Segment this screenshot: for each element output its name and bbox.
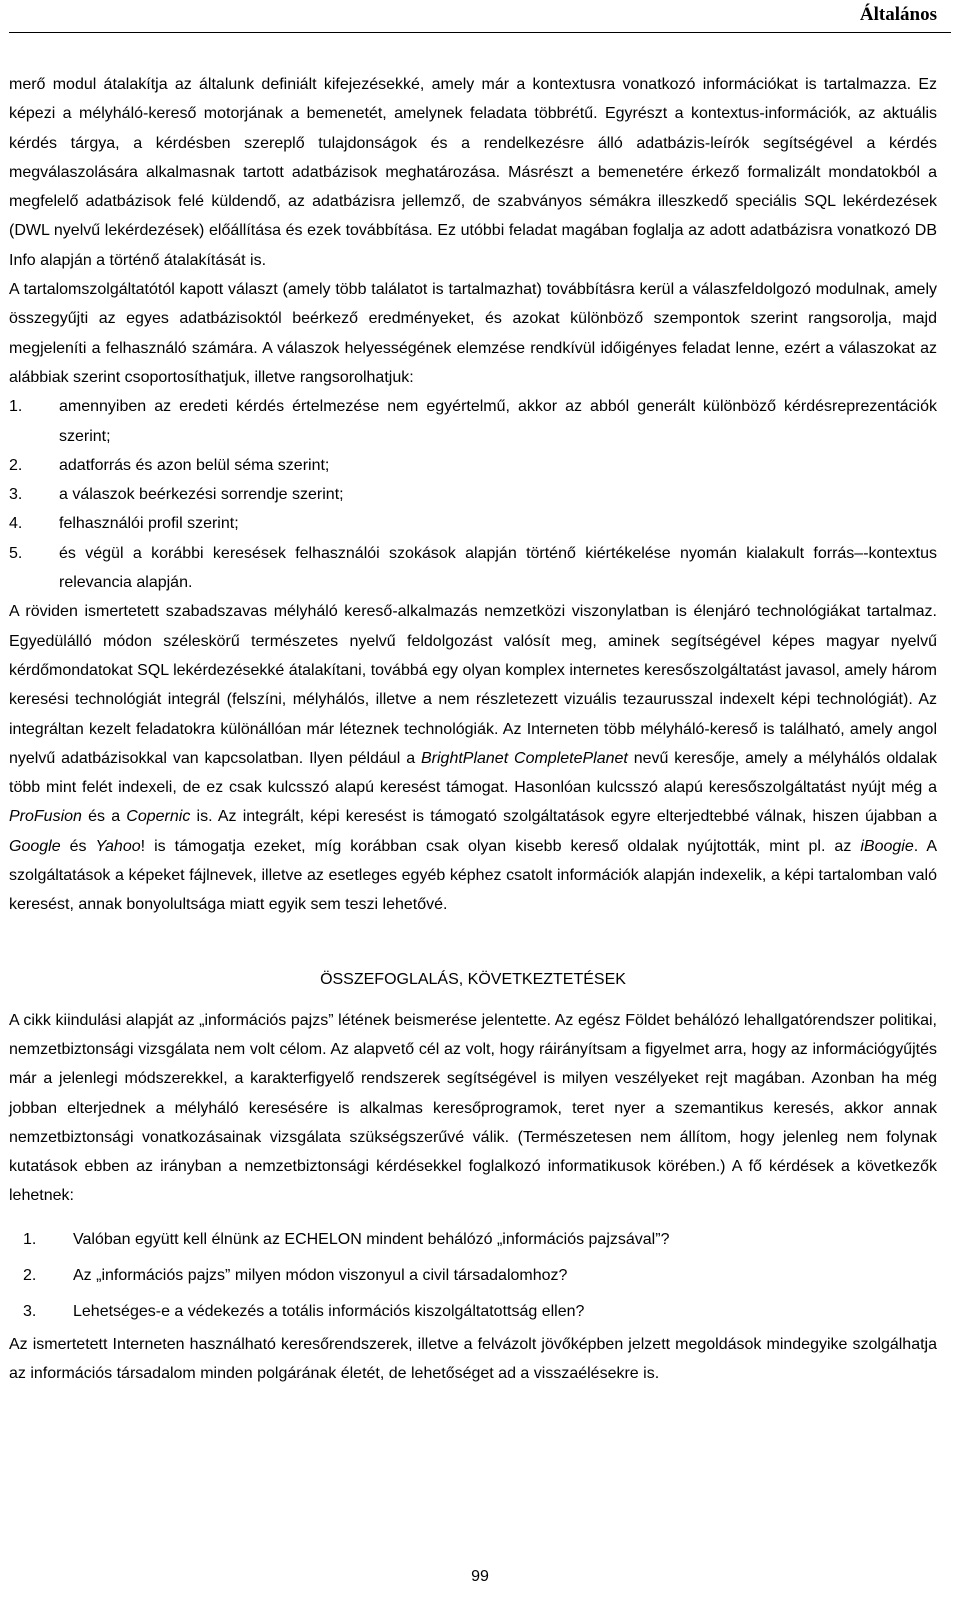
ranking-criteria-list — [9, 392, 937, 597]
key-questions-list — [9, 1222, 937, 1330]
page-body — [9, 70, 937, 1388]
paragraph-summary: A cikk kiindulási alapját az „információs pajzs” létének beismerése jelentette. Az egész Földet behálózó lehallgatórendszer politikai, nemzetbiztonsági vizsgálata nem volt célom. Az alapvető cél az volt, hogy ráirányítsam a figyelmet arra, hogy az információgyűjtés már a jelenlegi módszerekkel, a karakterfigyelő rendszerek segítségével is milyen veszélyeket rejt magában. Azonban ha még jobban elterjednek a mélyháló keresésére is alkalmas keresőprogramok, teret nyer a szemantikus keresés, akkor annak nemzetbiztonsági vonatkozásainak vizsgálata szükségszerűvé válik. (Természetesen nem állítom, hogy jelenleg nem folynak kutatások ebben az irányban a nemzetbiztonsági kérdésekkel foglalkozó informatikusok körében.) A fő kérdések a következők lehetnek: — [9, 1011, 937, 1205]
page-number: 99 — [471, 1568, 489, 1585]
list-item-number: 2. — [23, 1266, 37, 1284]
section-heading: ÖSSZEFOGLALÁS, KÖVETKEZTETÉSEK — [320, 970, 626, 988]
text-run: ! is támogatja ezeket, míg korábban csak olyan kisebb kereső oldalak nyújtották, mint pl. az — [140, 837, 861, 855]
list-item-number: 1. — [23, 1230, 37, 1248]
text-run: nevű keresője, amely a mélyhálós oldalak több mint felét indexeli, de ez csak kulcsszó alapú keresést támogat. Hasonlóan kulcsszó alapú keresőszolgáltatást nyújt még a — [9, 749, 937, 797]
product-name-profusion: ProFusion — [9, 808, 82, 826]
text-run: és a — [81, 808, 127, 826]
list-item — [9, 392, 937, 451]
list-item-text: Az „információs pajzs” milyen módon viszonyul a civil társadalomhoz? — [73, 1266, 568, 1284]
list-item-text: a válaszok beérkezési sorrendje szerint; — [59, 486, 344, 504]
list-item — [9, 1294, 937, 1330]
list-item-number: 4. — [9, 515, 23, 533]
text-run: . A szolgáltatások a képeket fájlnevek, illetve az esetleges egyéb képhez csatolt információk alapján indexelik, a képi tartalomban való keresést, annak bonyolultsága miatt egyik sem teszi lehetővé. — [9, 837, 937, 914]
list-item-text: felhasználói profil szerint; — [59, 515, 239, 533]
list-item — [9, 539, 937, 598]
product-name-brightplanet: BrightPlanet CompletePlanet — [420, 749, 628, 767]
paragraph-conclusion: Az ismertetett Interneten használható keresőrendszerek, illetve a felvázolt jövőképben jelzett megoldások mindegyike szolgálhatja az információs társadalom minden polgárának életét, de lehetőséget ad a visszaélésekre is. — [9, 1335, 937, 1382]
list-item-number: 1. — [9, 398, 23, 416]
product-name-google: Google — [9, 837, 61, 855]
list-item-number: 3. — [23, 1302, 37, 1320]
list-item — [9, 509, 937, 538]
list-item — [9, 1222, 937, 1258]
list-item-text: és végül a korábbi keresések felhasználói szokások alapján történő kiértékelése nyomán kialakult forrás–-kontextus relevancia alapján. — [59, 544, 937, 592]
list-item-text: adatforrás és azon belül séma szerint; — [59, 456, 330, 474]
text-run: is. Az integrált, képi keresést is támogató szolgáltatások egyre elterjedtebbé válnak, hiszen újabban a — [190, 808, 937, 826]
paragraph-technologies — [9, 597, 937, 919]
running-header-title: Általános — [859, 4, 937, 25]
text-run: és — [60, 837, 96, 855]
list-item-number: 5. — [9, 544, 23, 562]
list-item — [9, 480, 937, 509]
list-item — [9, 451, 937, 480]
list-item-text: Valóban együtt kell élnünk az ECHELON mindent behálózó „információs pajzsával”? — [73, 1230, 670, 1248]
paragraph-intro: merő modul átalakítja az általunk definiált kifejezésekké, amely már a kontextusra vonatkozó információkat is tartalmazza. Ez képezi a mélyháló-kereső motorjának a bemenetét, amelynek feladata többrétű. Egyrészt a kontextus-információk, az aktuális kérdés tárgya, a kérdésben szereplő tulajdonságok és a rendelkezésre álló adatbázis-leírók segítségével a kérdés megválaszolására alkalmasnak tartott adatbázisok meghatározása. Másrészt a bemenetére érkező formalizált mondatokból a megfelelő adatbázisok felé küldendő, az adatbázisra jellemző, de szabványos sémákra illeszkedő speciális SQL lekérdezések (DWL nyelvű lekérdezések) előállítása és ezek továbbítása. Ez utóbbi feladat magában foglalja az adott adatbázisra vonatkozó DB Info alapján a történő átalakítását is. — [9, 76, 937, 269]
text-run: A röviden ismertetett szabadszavas mélyháló kereső-alkalmazás nemzetközi viszonylatban is élenjáró technológiákat tartalmaz. Egyedülálló módon széleskörű természetes nyelvű feldolgozást valósít meg, aminek segítségével képes magyar nyelvű kérdőmondatokat SQL lekérdezésekké átalakítani, továbbá egy olyan komplex internetes keresőszolgáltatást javasol, amely három keresési technológiát integrál (felszíni, mélyhálós, illetve a nem részletezett vizuális tezaurusszal indexelt képi technológiát). Az integráltan kezelt feladatokra különállóan már léteznek technológiák. Az Interneten több mélyháló-kereső is található, amely angol nyelvű adatbázisokkal van kapcsolatban. Ilyen például a — [9, 603, 937, 767]
list-item-text: Lehetséges-e a védekezés a totális információs kiszolgáltatottság ellen? — [73, 1302, 585, 1320]
list-item — [9, 1258, 937, 1294]
list-item-number: 2. — [9, 456, 23, 474]
paragraph-response-processing: A tartalomszolgáltatótól kapott választ (amely több találatot is tartalmazhat) továbbításra kerül a válaszfeldolgozó modulnak, amely összegyűjti az egyes adatbázisoktól beérkező eredményeket, és azokat különböző szempontok szerint rangsorolja, majd megjeleníti a felhasználó számára. A válaszok helyességének elemzése rendkívül időigényes feladat lenne, ezért a válaszokat az alábbiak szerint csoportosíthatjuk, illetve rangsorolhatjuk: — [9, 281, 937, 386]
product-name-yahoo: Yahoo — [95, 837, 141, 855]
header-divider — [9, 32, 951, 33]
list-item-text: amennyiben az eredeti kérdés értelmezése nem egyértelmű, akkor az abból generált különböző kérdésreprezentációk szerint; — [59, 398, 937, 445]
product-name-iboogie: iBoogie — [860, 837, 914, 855]
list-item-number: 3. — [9, 486, 23, 504]
product-name-copernic: Copernic — [126, 808, 191, 826]
